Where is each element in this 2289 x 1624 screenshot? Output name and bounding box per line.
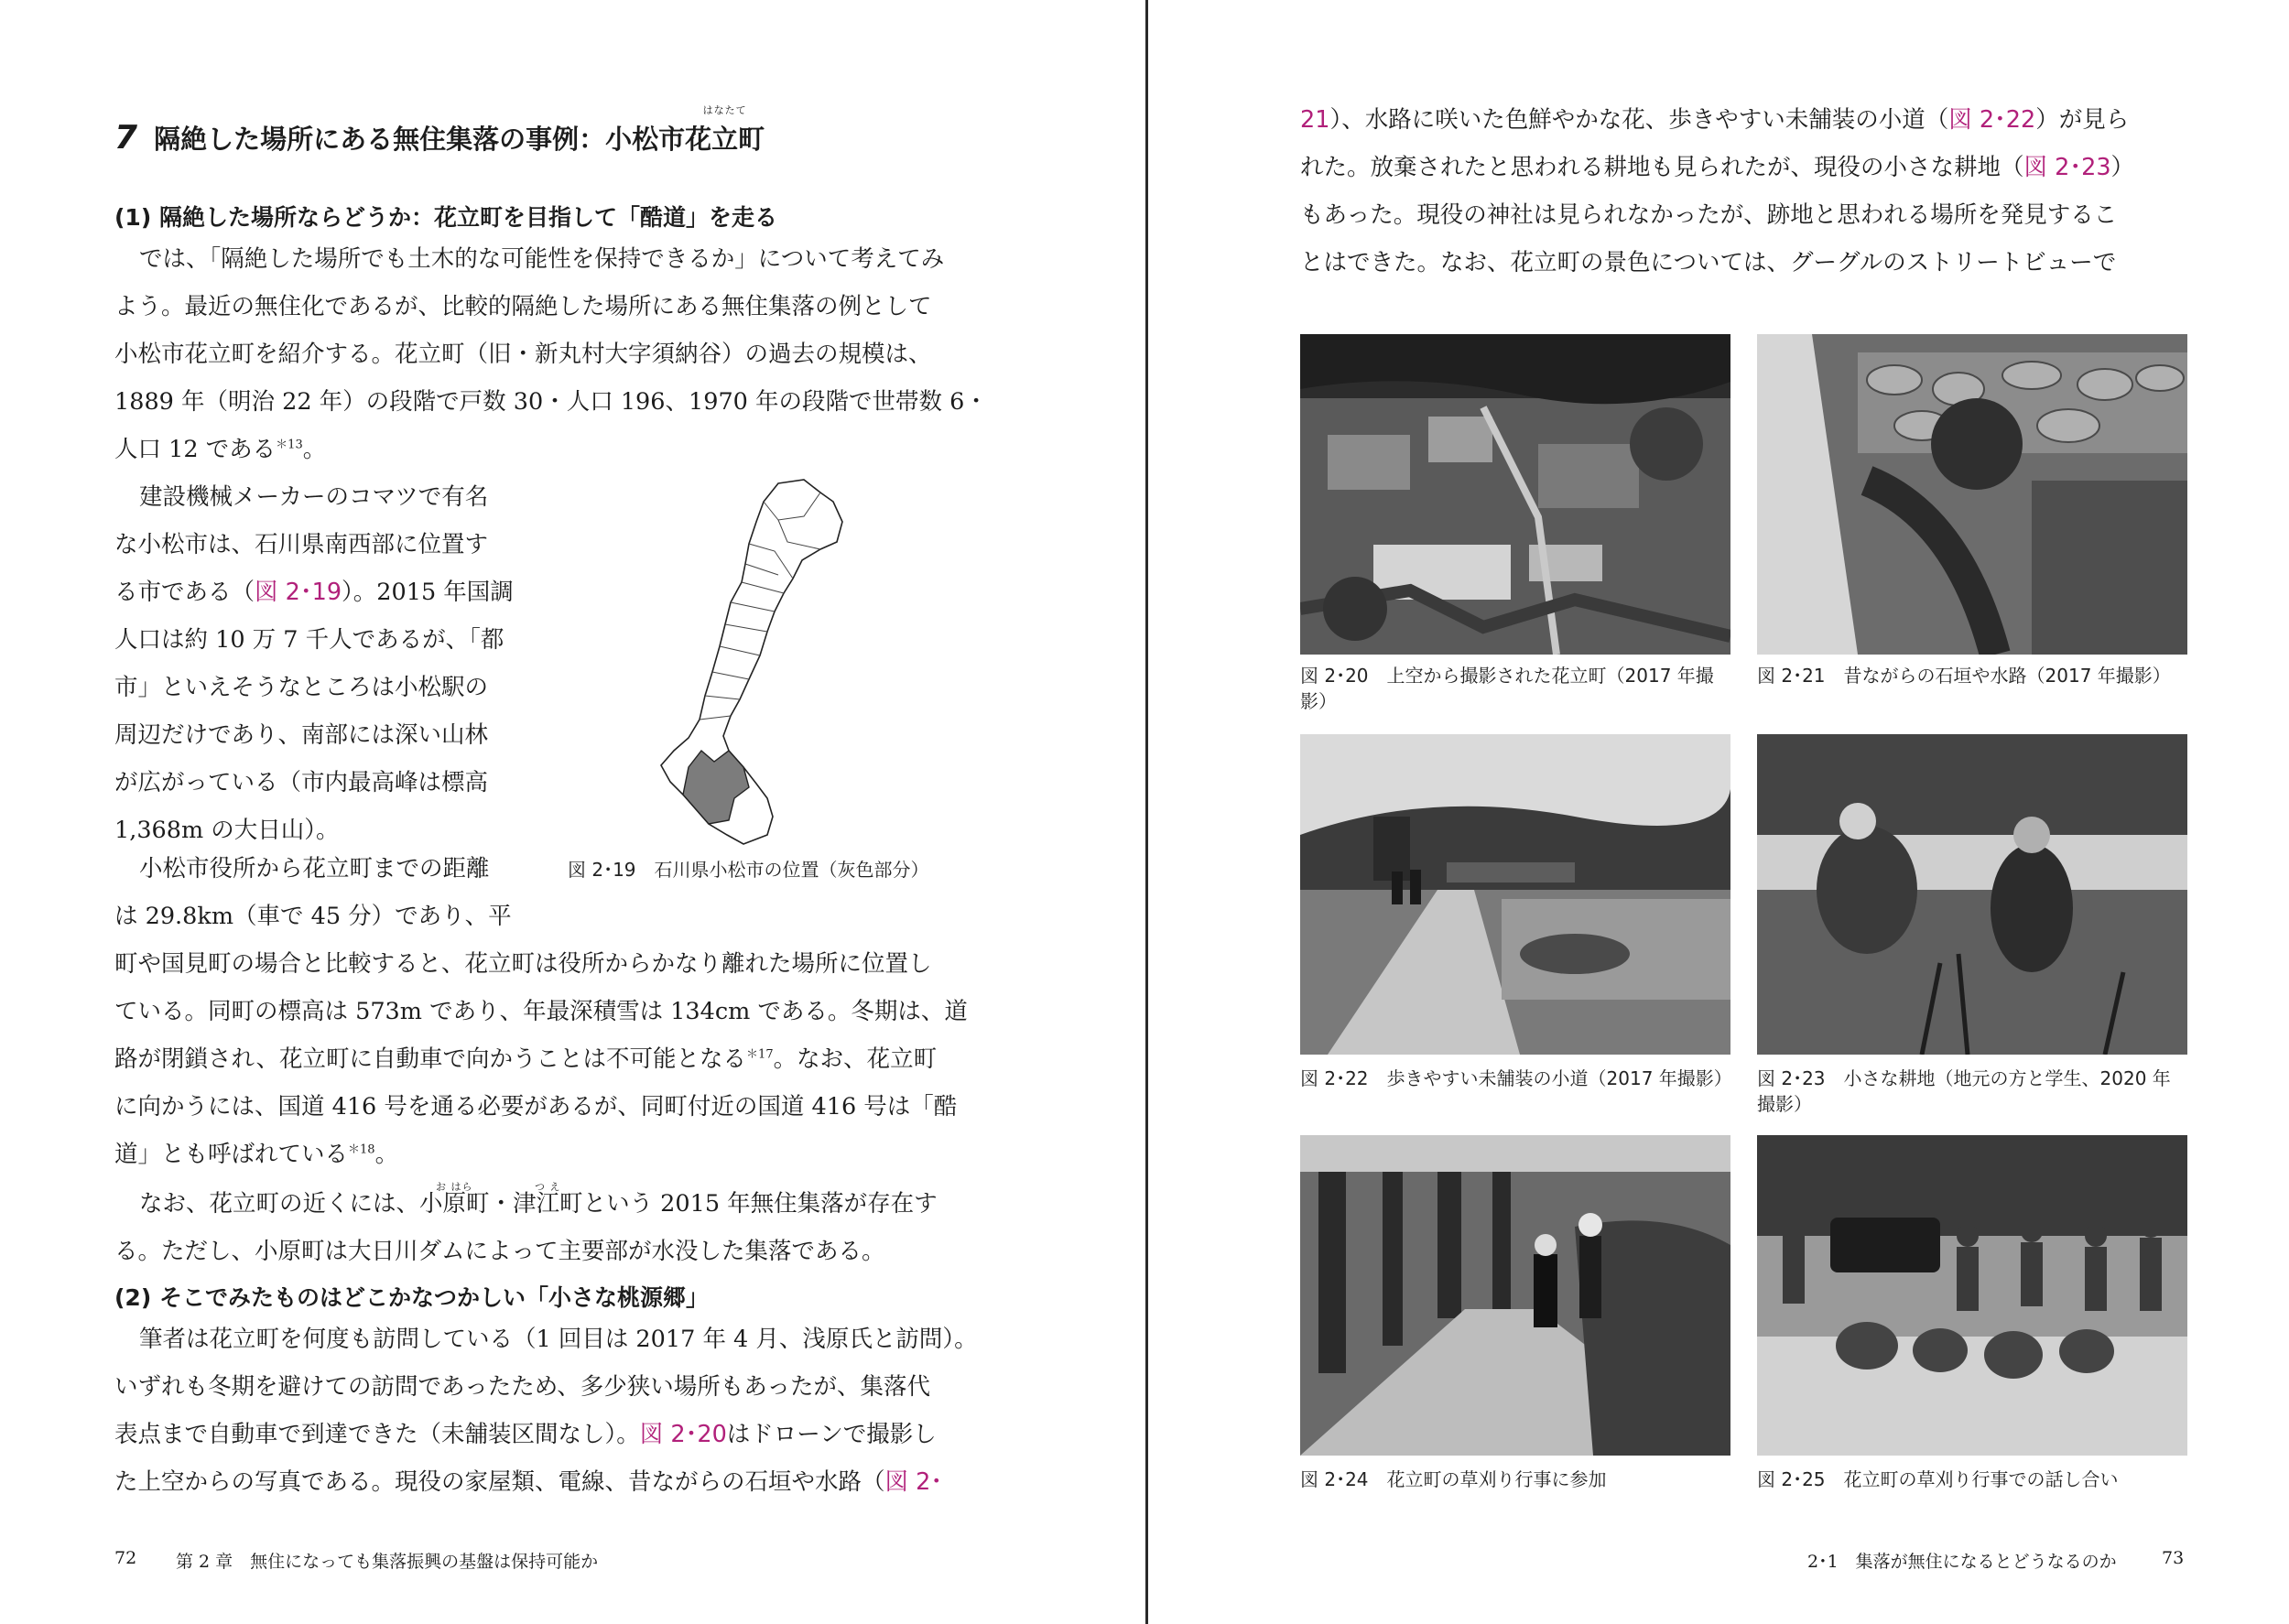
r-line-4: とはできた。なお、花立町の景色については、グーグルのストリートビューで	[1300, 249, 2117, 276]
photo-fig-2-22-path	[1300, 734, 1730, 1055]
p4-line-2: る。ただし、小原町は大日川ダムによって主要部が水没した集落である。	[114, 1238, 885, 1265]
p2-line-7: が広がっている（市内最高峰は標高	[114, 769, 489, 796]
caption-fig-2-20-line-1: 図 2･20 上空から撮影された花立町（2017 年撮	[1300, 665, 1714, 687]
ref-fig-2-23[interactable]: 図 2･23	[2023, 154, 2111, 181]
left-footer-chapter: 第 2 章 無住になっても集落振興の基盤は保持可能か	[176, 1552, 599, 1572]
subheading-1: (1) 隔絶した場所ならどうか：花立町を目指して「酷道」を走る	[114, 204, 777, 231]
ref-fig-2-22[interactable]: 図 2･22	[1948, 106, 2036, 134]
place-ruby: はなたて	[702, 104, 747, 116]
section-number: 7	[114, 119, 138, 157]
ref-fig-2-20[interactable]: 図 2･20	[639, 1421, 727, 1448]
caption-fig-2-21: 図 2･21 昔ながらの石垣や水路（2017 年撮影）	[1757, 665, 2171, 687]
p2-line-3: る市である（図 2･19）。2015 年国調	[114, 579, 514, 606]
p3-line-5: 路が閉鎖され、花立町に自動車で向かうことは不可能となる$^{*17}$。なお、花立町	[114, 1045, 938, 1073]
p1-line-1: では、「隔絶した場所でも土木的な可能性を保持できるか」について考えてみ	[139, 245, 945, 273]
photo-fig-2-21-stone-wall	[1757, 334, 2187, 655]
photo-fig-2-25-meeting	[1757, 1135, 2187, 1456]
caption-fig-2-23-line-2: 撮影）	[1757, 1093, 1812, 1115]
p3-line-3: 町や国見町の場合と比較すると、花立町は役所からかなり離れた場所に位置し	[114, 950, 932, 978]
right-footer-page-number: 73	[2162, 1548, 2185, 1568]
caption-fig-2-24: 図 2･24 花立町の草刈り行事に参加	[1300, 1468, 1607, 1490]
caption-fig-2-22: 図 2･22 歩きやすい未舗装の小道（2017 年撮影）	[1300, 1067, 1732, 1089]
ref-fig-2-19[interactable]: 図 2･19	[255, 579, 342, 606]
p3-line-4: ている。同町の標高は 573m であり、年最深積雪は 134cm である。冬期は、道	[114, 998, 968, 1025]
photo-fig-2-24-grass-cutting	[1300, 1135, 1730, 1456]
right-footer-section: 2･1 集落が無住になるとどうなるのか	[1807, 1552, 2117, 1572]
section-title-main: 隔絶した場所にある無住集落の事例：小松市	[154, 124, 686, 155]
p1-line-3: 小松市花立町を紹介する。花立町（旧・新丸村大字須納谷）の過去の規模は、	[114, 341, 932, 368]
section-title	[114, 104, 765, 157]
p1-line-4: 1889 年（明治 22 年）の段階で戸数 30・人口 196、1970 年の段階で世帯数 6・	[114, 388, 988, 416]
r-line-2: れた。放棄されたと思われる耕地も見られたが、現役の小さな耕地（図 2･23）	[1300, 154, 2135, 181]
section-title-place: はなたて 花立町	[685, 104, 765, 155]
p4-line-1: なお、花立町の近くには、 お はら 小原町・ つ え 津江町という 2015 年無住集落が存在す	[139, 1181, 938, 1218]
p2-line-8: 1,368m の大日山）。	[114, 817, 340, 844]
p3-line-7: 道」とも呼ばれている$^{*18}$。	[114, 1141, 399, 1168]
caption-fig-2-20-line-2: 影）	[1300, 690, 1337, 712]
r-line-1: 21）、水路に咲いた色鮮やかな花、歩きやすい未舗装の小道（図 2･22）が見ら	[1300, 106, 2130, 134]
photo-fig-2-20-aerial	[1300, 334, 1730, 655]
ref-fig-2-21-end[interactable]: 21	[1300, 106, 1330, 134]
place-ohara: お はら 小原町	[419, 1181, 490, 1218]
p5-line-1: 筆者は花立町を何度も訪問している（1 回目は 2017 年 4 月、浅原氏と訪問）。	[139, 1326, 978, 1353]
r-line-3: もあった。現役の神社は見られなかったが、跡地と思われる場所を発見するこ	[1300, 201, 2118, 229]
left-footer-page-number: 72	[114, 1548, 137, 1568]
p2-line-4: 人口は約 10 万 7 千人であるが、「都	[114, 626, 504, 654]
p2-line-2: な小松市は、石川県南西部に位置す	[114, 531, 489, 558]
right-page	[1150, 0, 2289, 1624]
caption-fig-2-25: 図 2･25 花立町の草刈り行事での話し合い	[1757, 1468, 2119, 1490]
subheading-2: (2) そこでみたものはどこかなつかしい「小さな桃源郷」	[114, 1284, 709, 1311]
caption-fig-2-23-line-1: 図 2･23 小さな耕地（地元の方と学生、2020 年	[1757, 1067, 2171, 1089]
p3-line-6: に向かうには、国道 416 号を通る必要があるが、同町付近の国道 416 号は「酷	[114, 1093, 958, 1121]
p2-line-6: 周辺だけであり、南部には深い山林	[114, 721, 489, 749]
p2-line-5: 市」といえそうなところは小松駅の	[114, 674, 489, 701]
map-caption: 図 2･19 石川県小松市の位置（灰色部分）	[568, 859, 929, 881]
photo-fig-2-23-field	[1757, 734, 2187, 1055]
p5-line-3: 表点まで自動車で到達できた（未舗装区間なし）。図 2･20はドローンで撮影し	[114, 1421, 937, 1448]
p1-line-2: よう。最近の無住化であるが、比較的隔絶した場所にある無住集落の例として	[114, 293, 932, 320]
place-tsue: つ え 津江町	[513, 1181, 583, 1218]
p3-line-1: 小松市役所から花立町までの距離	[139, 855, 490, 882]
p1-line-5: 人口 12 である$^{*13}$。	[114, 436, 327, 463]
p5-line-2: いずれも冬期を避けての訪問であったため、多少狭い場所もあったが、集落代	[114, 1373, 930, 1401]
p2-line-1: 建設機械メーカーのコマツで有名	[139, 483, 489, 511]
footnote-18: ＊18	[348, 1142, 375, 1157]
footnote-17: ＊17	[746, 1047, 774, 1062]
ishikawa-map	[641, 476, 870, 856]
ref-fig-2-21-start[interactable]: 図 2･	[884, 1468, 943, 1496]
p5-line-4: た上空からの写真である。現役の家屋類、電線、昔ながらの石垣や水路（図 2･	[114, 1468, 943, 1496]
footnote-13: ＊13	[276, 438, 303, 452]
p3-line-2: は 29.8km（車で 45 分）であり、平	[114, 903, 512, 930]
